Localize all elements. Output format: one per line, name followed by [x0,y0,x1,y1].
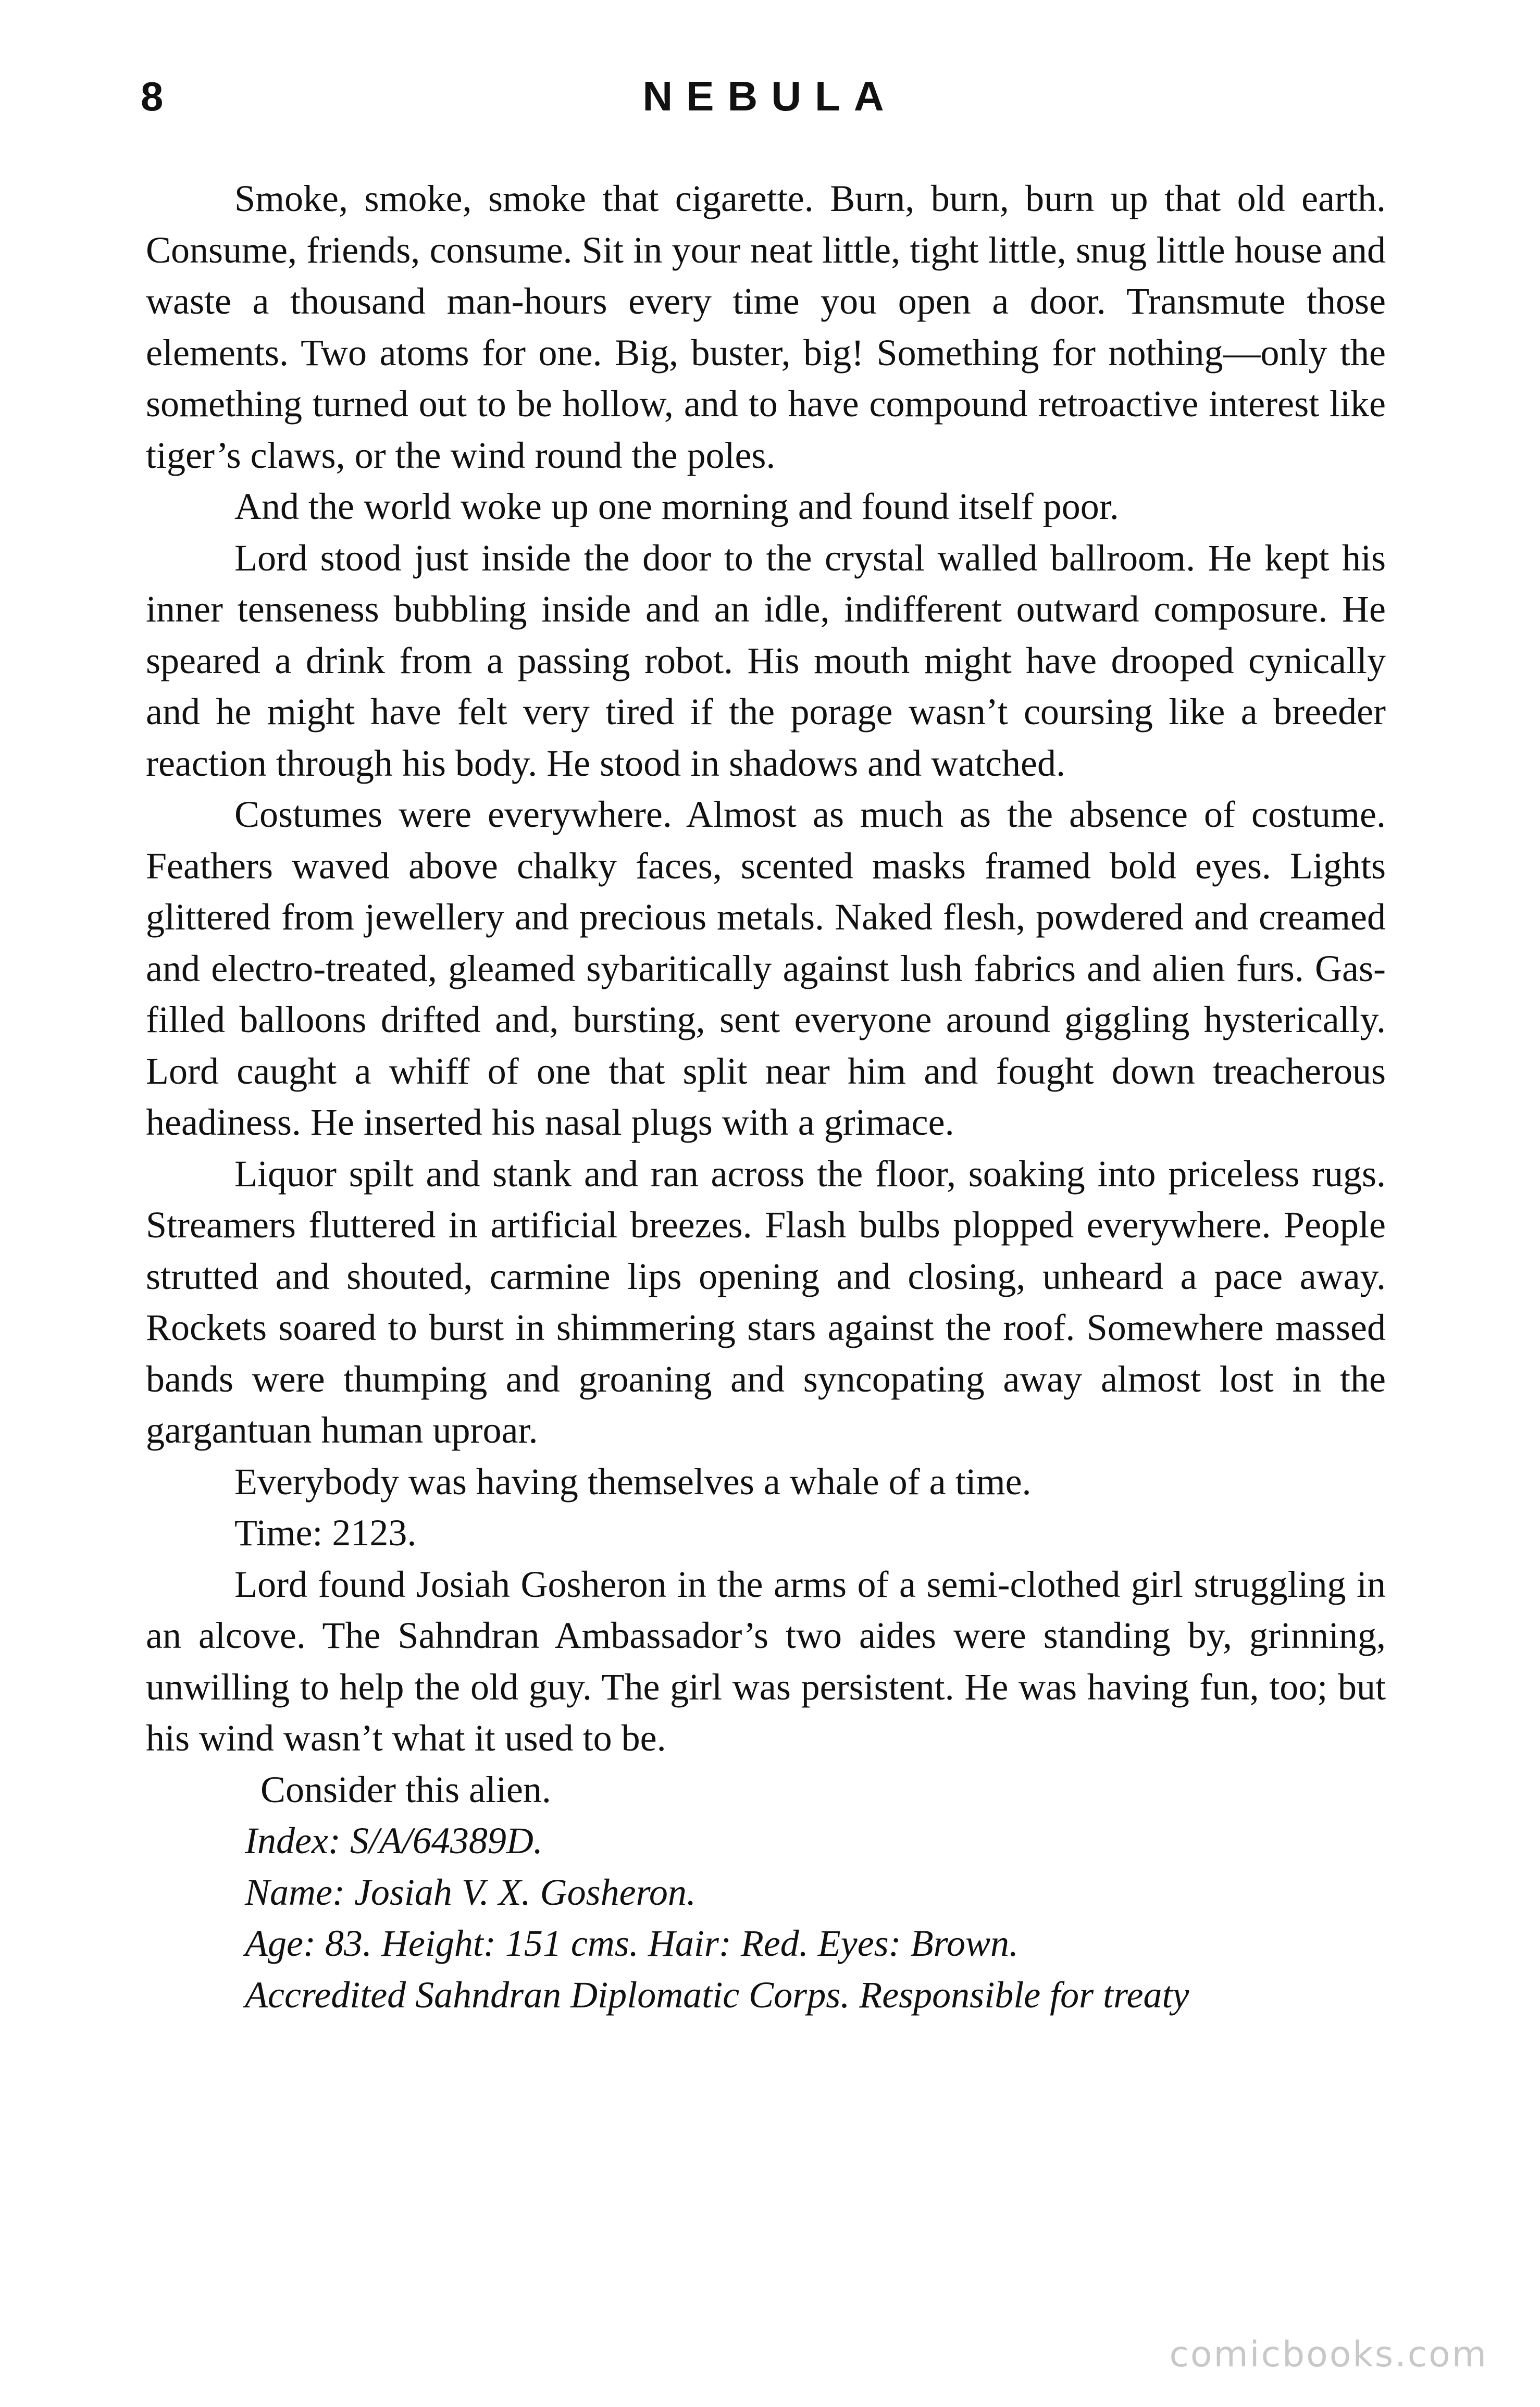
paragraph-costumes: Costumes were everywhere. Almost as much as the absence of costume. Feathers waved above chalky faces, scented masks framed bold eyes. Lights glittered from jewellery and precious metals. Naked flesh, powdered and creamed and electro-treated, gleamed sybaritically against lush fabrics and alien furs. Gas-filled balloons drifted and, bursting, sent everyone around giggling hysterically. Lord caught a whiff of one that split near him and fought down treacherous headiness. He inserted his nasal plugs with a grimace. [146,793,1386,1143]
paragraph-lord-ballroom: Lord stood just inside the door to the crystal walled ballroom. He kept his inner tenseness bubbling inside and an idle, indifferent outward composure. He speared a drink from a passing robot. His mouth might have drooped cynically and he might have felt very tired if the porage wasn’t coursing like a breeder reaction through his body. He stood in shadows and watched. [146,537,1386,784]
paragraph-liquor: Liquor spilt and stank and ran across the floor, soaking into priceless rugs. Streamers fluttered in artificial breezes. Flash bulbs plopped everywhere. People strutted and shouted, carmine lips opening and closing, unheard a pace away. Rockets soared to burst in shimmering stars against the roof. Somewhere massed bands were thumping and groaning and syncopating away almost lost in the gargantuan human uproar. [146,1152,1386,1451]
page-number: 8 [141,73,164,119]
index-number: Index: S/A/64389D. [245,1820,543,1862]
index-vitals: Age: 83. Height: 151 cms. Hair: Red. Eyes: Brown. [245,1922,1019,1964]
index-intro: Consider this alien. [260,1768,551,1810]
watermark: comicbooks.com [1169,2334,1488,2375]
paragraph-whale-of-a-time: Everybody was having themselves a whale of a time. [234,1460,1032,1503]
page-header [0,73,1540,120]
alien-index-card [146,1764,1386,2021]
body-text [146,173,1386,2020]
paragraph-time: Time: 2123. [234,1512,417,1554]
paragraph-world-poor: And the world woke up one morning and found itself poor. [234,486,1119,527]
paragraph-smoke: Smoke, smoke, smoke that cigarette. Burn, burn, burn up that old earth. Consume, friends, consume. Sit in your neat little, tight little, snug little house and waste a thousand man-hours every time you open a door. Transmute those elements. Two atoms for one. Big, buster, big! Something for nothing—only the something turned out to be hollow, and to have compound retroactive interest like tiger’s claws, or the wind round the poles. [146,178,1386,476]
index-corps: Accredited Sahndran Diplomatic Corps. Responsible for treaty [245,1974,1189,2016]
running-title: NEBULA [642,73,898,119]
paragraph-gosheron: Lord found Josiah Gosheron in the arms of a semi-clothed girl struggling in an alcove. The Sahndran Ambassador’s two aides were standing by, grinning, unwilling to help the old guy. The girl was persistent. He was having fun, too; but his wind wasn’t what it used to be. [146,1563,1386,1759]
index-name: Name: Josiah V. X. Gosheron. [245,1871,696,1913]
